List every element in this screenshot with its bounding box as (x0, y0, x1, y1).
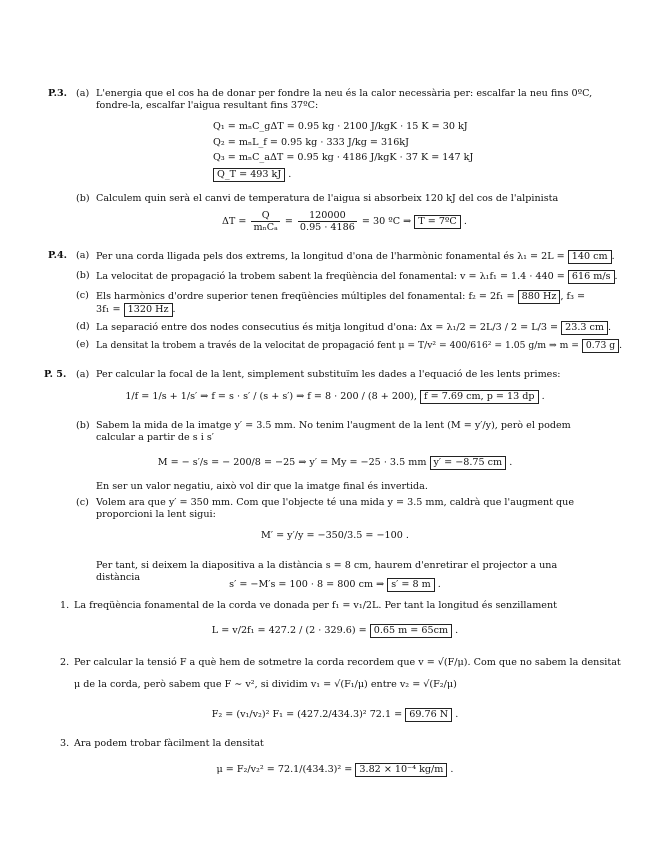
p4-a-line: Per una corda lligada pels dos extrems, la longitud d'ona de l'harmònic fonamental és λ₁ = 2L = 140 cm . (96, 251, 615, 262)
p4-a-mark: (a) (76, 250, 90, 261)
p5-a-text: Per calcular la focal de la lent, simplement substituïm les dades a l'equació de les lents primes: (96, 369, 561, 380)
p4-c-text: Els harmònics d'ordre superior tenen freqüències múltiples del fonamental: f₂ = 2f₁ = (96, 291, 515, 302)
p3-b-eq-mid: = 30 ºC ⇒ (361, 216, 412, 227)
p5-c-eq: M′ = y′/y = −350/3.5 = −100 . (261, 530, 409, 541)
p4-e-mark: (e) (76, 339, 90, 350)
p5-b-after: En ser un valor negatiu, això vol dir que la imatge final és invertida. (96, 481, 428, 492)
p3-eq1: Q₁ = mₙC_gΔT = 0.95 kg · 2100 J/kgK · 15 K = 30 kJ (213, 121, 468, 132)
list-3-equation: μ = F₂/v₂² = 72.1/(434.3)² = 3.82 × 10⁻⁴ kg/m . (216, 764, 454, 775)
list-3-text: Ara podem trobar fàcilment la densitat (74, 738, 264, 749)
p3-a-mark: (a) (76, 88, 90, 99)
p5-b-box: y′ = −8.75 cm (430, 456, 507, 470)
p3-b-frac1-num: Q (251, 210, 279, 222)
p3-eq2: Q₂ = mₙL_f = 0.95 kg · 333 J/kg = 316kJ (213, 137, 409, 148)
p3-b-mark: (b) (76, 193, 90, 204)
list-2-equation: F₂ = (v₁/v₂)² F₁ = (427.2/434.3)² 72.1 = 69.76 N . (211, 709, 459, 720)
p3-result: Q_T = 493 kJ . (213, 168, 291, 182)
p4-c-mark: (c) (76, 290, 89, 301)
p4-d-text: La separació entre dos nodes consecutius és mitja longitud d'ona: Δx = λ₁/2 = 2L/3 / 2 = L/3 = (96, 322, 559, 333)
p4-b-line: La velocitat de propagació la trobem sabent la freqüència del fonamental: v = λ₁f₁ = 1.4 · 440 = 616 m/s . (96, 271, 618, 282)
problem-5-label: P. 5. (44, 369, 67, 380)
list-2-number: 2. (60, 657, 70, 668)
p5-b-equation: M = − s′/s = − 200/8 = −25 ⇒ y′ = My = −25 · 3.5 mm y′ = −8.75 cm . (157, 457, 513, 468)
p4-c-mid: , f₃ = (560, 291, 586, 302)
p3-b-frac1 (251, 210, 279, 233)
p3-b-frac2-num: 120000 (298, 210, 357, 222)
list-2-text-a: Per calcular la tensió F a què hem de sotmetre la corda recordem que v = √(F/μ). Com que no sabem la densitat (74, 657, 621, 668)
list-1-eq: L = v/2f₁ = 427.2 / (2 · 329.6) = (211, 625, 367, 636)
list-1-box: 0.65 m = 65cm (370, 624, 452, 638)
p4-d-mark: (d) (76, 321, 90, 332)
list-3-box: 3.82 × 10⁻⁴ kg/m (355, 763, 447, 777)
p5-c-equation2: s′ = −M′s = 100 · 8 = 800 cm ⇒ s′ = 8 m . (229, 579, 441, 590)
p5-c-mark: (c) (76, 497, 89, 508)
p4-e-text: La densitat la trobem a través de la velocitat de propagació fent μ = T/v² = 400/616² = 1.05 g/m ⇒ m = (96, 340, 579, 351)
p5-b-mark: (b) (76, 420, 90, 431)
p3-eq3: Q₃ = mₙC_aΔT = 0.95 kg · 4186 J/kgK · 37 K = 147 kJ (213, 152, 474, 163)
p3-b-eq-lhs: ΔT = (222, 216, 247, 227)
p3-b-frac1-den: mₙCₐ (253, 222, 278, 233)
problem-3-label: P.3. (48, 88, 67, 99)
p4-a-box: 140 cm (568, 250, 612, 264)
p4-d-box: 23.3 cm (561, 321, 608, 335)
p3-b-equation: ΔT = $\frac{Q}{\text{mₙCₐ}}$ = $\frac{120000}{0.95 \cdot 4186}$ = 30 ºC ⇒ T = 7ºC . (222, 210, 467, 233)
p5-c-eq2: s′ = −M′s = 100 · 8 = 800 cm ⇒ (229, 579, 385, 590)
p3-a-text: L'energia que el cos ha de donar per fondre la neu és la calor necessària per: escalfar la neu fins 0ºC, fondre-la, escalfar l'aigua resultant fins 37ºC: (96, 88, 593, 112)
p5-b-text: Sabem la mida de la imatge y′ = 3.5 mm. No tenim l'augment de la lent (M = y′/y), però el podem calcular a partir de s i s′ (96, 420, 571, 444)
p3-b-box: T = 7ºC (414, 215, 461, 229)
p4-e-box: 0.73 g (582, 339, 619, 353)
p5-c-text2: Per tant, si deixem la diapositiva a la distància s = 8 cm, haurem d'enretirar el projector a una distància (96, 560, 558, 584)
list-1-text: La freqüència fonamental de la corda ve donada per f₁ = v₁/2L. Per tant la longitud és senzillament (74, 600, 558, 611)
p3-b-text: Calculem quin serà el canvi de temperatura de l'aigua si absorbeix 120 kJ del cos de l'alpinista (96, 193, 559, 204)
p4-c-line2: 3f₁ = 1320 Hz . (96, 304, 176, 315)
p4-e-line: La densitat la trobem a través de la velocitat de propagació fent μ = T/v² = 400/616² = 1.05 g/m ⇒ m = 0.73 g . (96, 340, 623, 351)
p5-a-equation: 1/f = 1/s + 1/s′ ⇒ f = s · s′ / (s + s′) ⇒ f = 8 · 200 / (8 + 200), f = 7.69 cm, p = 13 dp . (125, 391, 545, 402)
p3-b-frac2 (298, 210, 357, 233)
p5-c-text: Volem ara que y′ = 350 mm. Com que l'objecte té una mida y = 3.5 mm, caldrà que l'augment que proporcioni la lent sigui: (96, 497, 575, 521)
p4-c-line1 (96, 290, 585, 304)
list-3-number: 3. (60, 738, 70, 749)
p4-c-box1: 880 Hz (518, 290, 561, 304)
p4-c-box2: 1320 Hz (124, 303, 173, 317)
list-2-eq: F₂ = (v₁/v₂)² F₁ = (427.2/434.3)² 72.1 = (211, 709, 403, 720)
p4-b-mark: (b) (76, 270, 90, 281)
list-1-number: 1. (60, 600, 70, 611)
p4-b-box: 616 m/s (568, 270, 615, 284)
p5-a-box: f = 7.69 cm, p = 13 dp (420, 390, 539, 404)
p4-a-text: Per una corda lligada pels dos extrems, la longitud d'ona de l'harmònic fonamental és λ₁ = 2L = (96, 251, 565, 262)
p5-b-eq: M = − s′/s = − 200/8 = −25 ⇒ y′ = My = −25 · 3.5 mm (157, 457, 427, 468)
p3-result-box: Q_T = 493 kJ (213, 168, 285, 182)
list-2-box: 69.76 N (405, 708, 452, 722)
list-1-equation: L = v/2f₁ = 427.2 / (2 · 329.6) = 0.65 m = 65cm . (211, 625, 459, 636)
p3-b-frac2-den: 0.95 · 4186 (299, 222, 355, 233)
p5-c-box: s′ = 8 m (387, 578, 435, 592)
p4-c-text2: 3f₁ = (96, 304, 121, 315)
problem-4-label: P.4. (48, 250, 67, 261)
p4-b-text: La velocitat de propagació la trobem sabent la freqüència del fonamental: v = λ₁f₁ = 1.4 · 440 = (96, 271, 565, 282)
p4-d-line: La separació entre dos nodes consecutius és mitja longitud d'ona: Δx = λ₁/2 = 2L/3 / 2 = L/3 = 23.3 cm . (96, 322, 612, 333)
p5-a-mark: (a) (76, 369, 90, 380)
p5-a-eq: 1/f = 1/s + 1/s′ ⇒ f = s · s′ / (s + s′) ⇒ f = 8 · 200 / (8 + 200), (125, 391, 417, 402)
list-3-eq: μ = F₂/v₂² = 72.1/(434.3)² = (216, 764, 353, 775)
list-2-text-b: μ de la corda, però sabem que F ∼ v², si dividim v₁ = √(F₁/μ) entre v₂ = √(F₂/μ) (74, 679, 457, 690)
